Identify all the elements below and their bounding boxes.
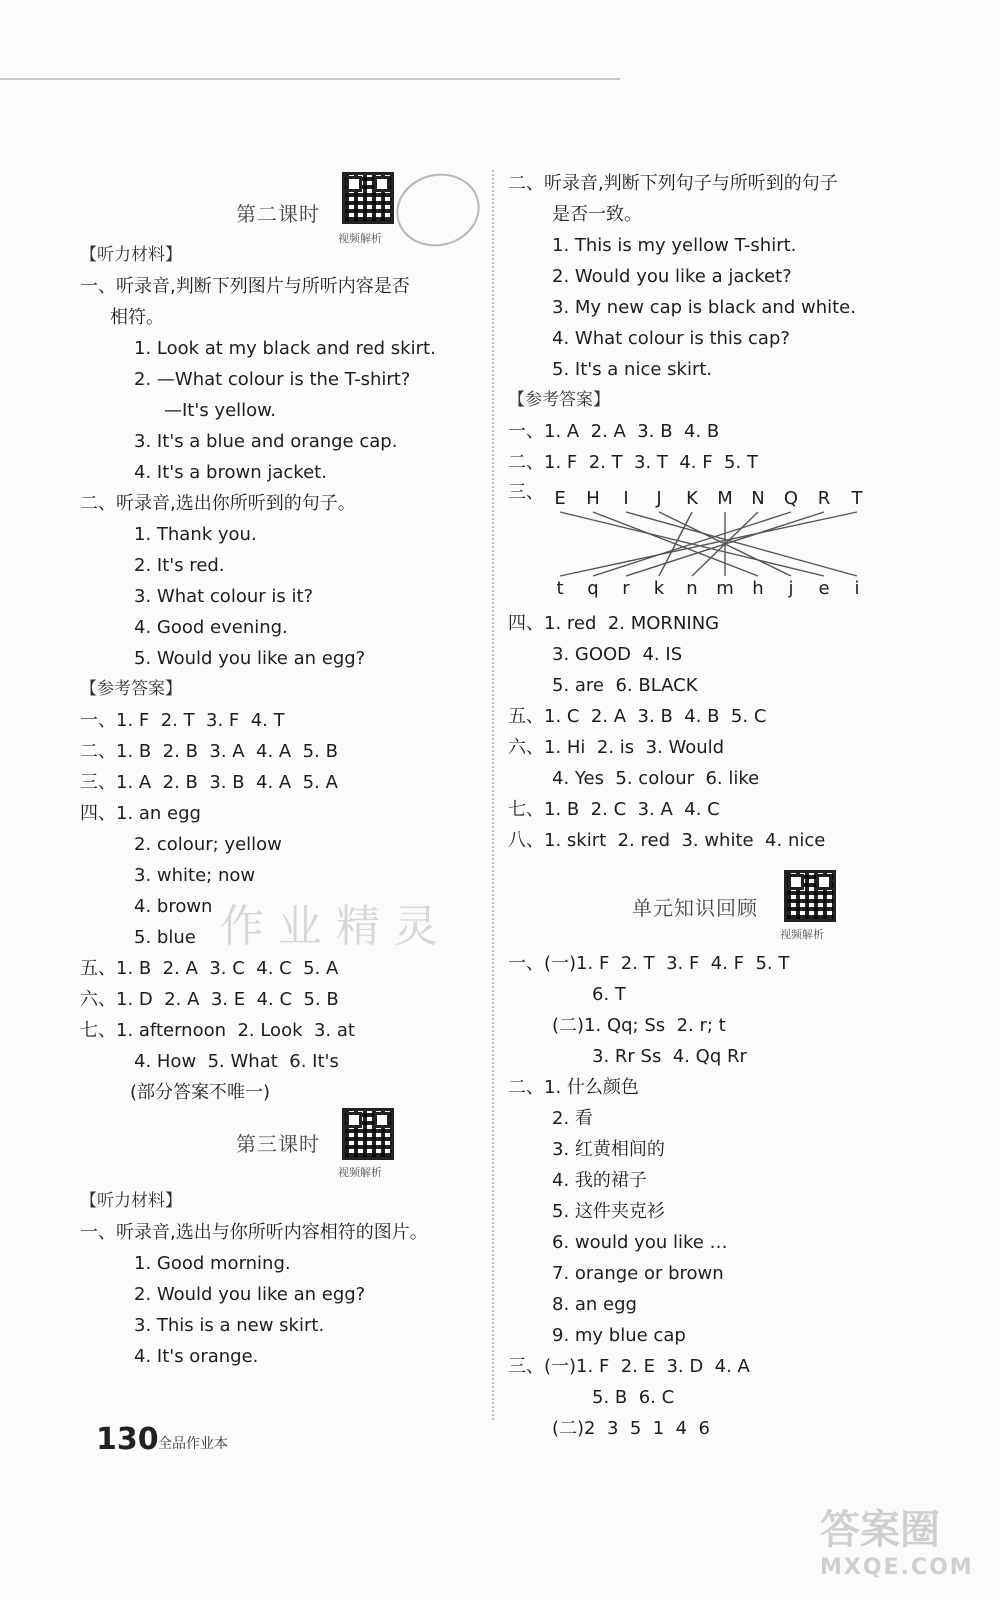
answer-line: 一、(一)1. F 2. T 3. F 4. F 5. T [508,953,790,974]
answer-line: 8. an egg [552,1294,637,1315]
lower-letter: i [854,578,860,599]
answer-label: 三、 [508,482,544,503]
lower-letter: q [587,578,599,599]
lesson-3-header [80,1108,480,1186]
list-item: 1. Look at my black and red skirt. [134,338,436,359]
lesson-title: 第三课时 [236,1132,320,1156]
listening-tag: 【听力材料】 [80,245,182,265]
lower-letter: n [686,578,698,599]
list-item: 3. What colour is it? [134,586,314,607]
answer-line: 五、1. B 2. A 3. C 4. C 5. A [80,958,339,979]
upper-letter: K [686,488,698,509]
match-line [659,512,692,576]
answer-line: 7. orange or brown [552,1263,724,1284]
answer-line: 七、1. afternoon 2. Look 3. at [80,1020,355,1041]
list-item: 1. This is my yellow T-shirt. [552,235,797,256]
list-item: 1. Good morning. [134,1253,291,1274]
answer-line: 4. brown [134,896,213,917]
question-title-cont: 是否一致。 [552,204,642,225]
answer-line: 二、1. B 2. B 3. A 4. A 5. B [80,741,338,762]
answer-line: 5. are 6. BLACK [552,675,698,696]
answer-tag: 【参考答案】 [80,679,182,699]
answer-tag: 【参考答案】 [508,390,610,410]
watermark-text: 作业精灵 [220,901,452,952]
upper-letter: N [751,488,765,509]
column-divider [492,170,494,1420]
answer-line: 八、1. skirt 2. red 3. white 4. nice [508,830,826,851]
answer-line: 5. 这件夹克衫 [552,1201,665,1222]
answer-line: 六、1. D 2. A 3. E 4. C 5. B [80,989,339,1010]
answer-line: 三、1. A 2. B 3. B 4. A 5. A [80,772,338,793]
lesson-2-header [80,160,480,245]
qr-code-icon[interactable] [342,172,394,224]
answer-line: 3. white; now [134,865,256,886]
qr-code-icon[interactable] [342,1108,394,1160]
question-title: 二、听录音,判断下列句子与所听到的句子 [508,173,838,194]
answer-line: (二)2 3 5 1 4 6 [552,1418,710,1439]
question-title: 二、听录音,选出你所听到的句子。 [80,493,356,514]
answer-line: 6. would you like … [552,1232,728,1253]
question-title: 一、听录音,选出与你所听内容相符的图片。 [80,1222,428,1243]
book-name: 全品作业本 [158,1436,228,1452]
question-title-cont: 相符。 [110,307,164,328]
watermark-site: MXQE.COM [820,1555,974,1580]
answer-line: 3. 红黄相间的 [552,1139,665,1160]
answer-line: 4. How 5. What 6. It's [134,1051,339,1072]
match-line [593,512,791,576]
top-rule [0,78,620,80]
answer-line: 二、1. F 2. T 3. T 4. F 5. T [508,452,758,473]
list-item: 2. Would you like a jacket? [552,266,792,287]
answer-line: 3. Rr Ss 4. Qq Rr [592,1046,747,1067]
answer-line: 四、1. an egg [80,803,201,824]
list-item: 4. What colour is this cap? [552,328,790,349]
review-header [508,856,898,948]
list-item: 5. It's a nice skirt. [552,359,713,380]
lower-letter: k [653,578,665,599]
answer-line: 二、1. 什么颜色 [508,1077,639,1098]
answer-line: 七、1. B 2. C 3. A 4. C [508,799,720,820]
answer-line: 4. Yes 5. colour 6. like [552,768,760,789]
upper-letter: J [656,488,662,509]
answer-line: 3. GOOD 4. IS [552,644,683,665]
page-number: 130 [96,1422,159,1457]
answer-line: 2. 看 [552,1108,593,1129]
right-column [508,168,898,1444]
watermark-logo: 答案圈 [820,1507,940,1553]
list-item: 5. Would you like an egg? [134,648,366,669]
question-title: 一、听录音,判断下列图片与所听内容是否 [80,276,410,297]
answer-line: 9. my blue cap [552,1325,686,1346]
upper-letter: R [817,488,831,509]
lower-letter: e [818,578,830,599]
answer-line: 2. colour; yellow [134,834,282,855]
list-item: 3. It's a blue and orange cap. [134,431,398,452]
lesson-title: 第二课时 [236,202,320,226]
answer-line: 6. T [592,984,626,1005]
answer-line: 三、(一)1. F 2. E 3. D 4. A [508,1356,750,1377]
upper-letter: H [586,488,600,509]
list-item: 1. Thank you. [134,524,257,545]
upper-letter: T [851,488,863,509]
letter-matching-lines [548,478,908,608]
lower-letter: m [716,578,734,599]
answer-line: 5. B 6. C [592,1387,675,1408]
answer-line: 一、1. F 2. T 3. F 4. T [80,710,285,731]
left-column [80,160,480,1372]
list-item: 2. It's red. [134,555,225,576]
match-line [626,512,857,576]
lower-letter: r [622,578,630,599]
qr-caption: 视频解析 [780,928,824,941]
answer-line: 四、1. red 2. MORNING [508,613,720,634]
upper-letter: Q [783,488,799,509]
upper-letter: I [623,488,629,509]
listening-tag: 【听力材料】 [80,1191,182,1211]
list-item: 3. This is a new skirt. [134,1315,325,1336]
lower-letter: h [752,578,764,599]
answer-line: 五、1. C 2. A 3. B 4. B 5. C [508,706,767,727]
letter-matching [508,478,898,608]
qr-code-icon[interactable] [784,870,836,922]
review-title: 单元知识回顾 [632,896,758,920]
list-item: 2. Would you like an egg? [134,1284,366,1305]
answer-line: 5. blue [134,927,196,948]
upper-letter: M [717,488,733,509]
lower-letter: j [788,578,794,599]
list-item: —It's yellow. [164,400,276,421]
qr-caption: 视频解析 [338,232,382,245]
answer-line: 一、1. A 2. A 3. B 4. B [508,421,720,442]
match-line [560,512,857,576]
answer-note: (部分答案不唯一) [130,1082,271,1103]
list-item: 4. It's a brown jacket. [134,462,327,483]
list-item: 4. Good evening. [134,617,288,638]
upper-letter: E [554,488,566,509]
list-item: 4. It's orange. [134,1346,259,1367]
list-item: 2. —What colour is the T-shirt? [134,369,411,390]
list-item: 3. My new cap is black and white. [552,297,856,318]
qr-caption: 视频解析 [338,1166,382,1179]
answer-line: 4. 我的裙子 [552,1170,647,1191]
lower-letter: t [556,578,564,599]
answer-line: 六、1. Hi 2. is 3. Would [508,737,725,758]
answer-line: (二)1. Qq; Ss 2. r; t [552,1015,726,1036]
